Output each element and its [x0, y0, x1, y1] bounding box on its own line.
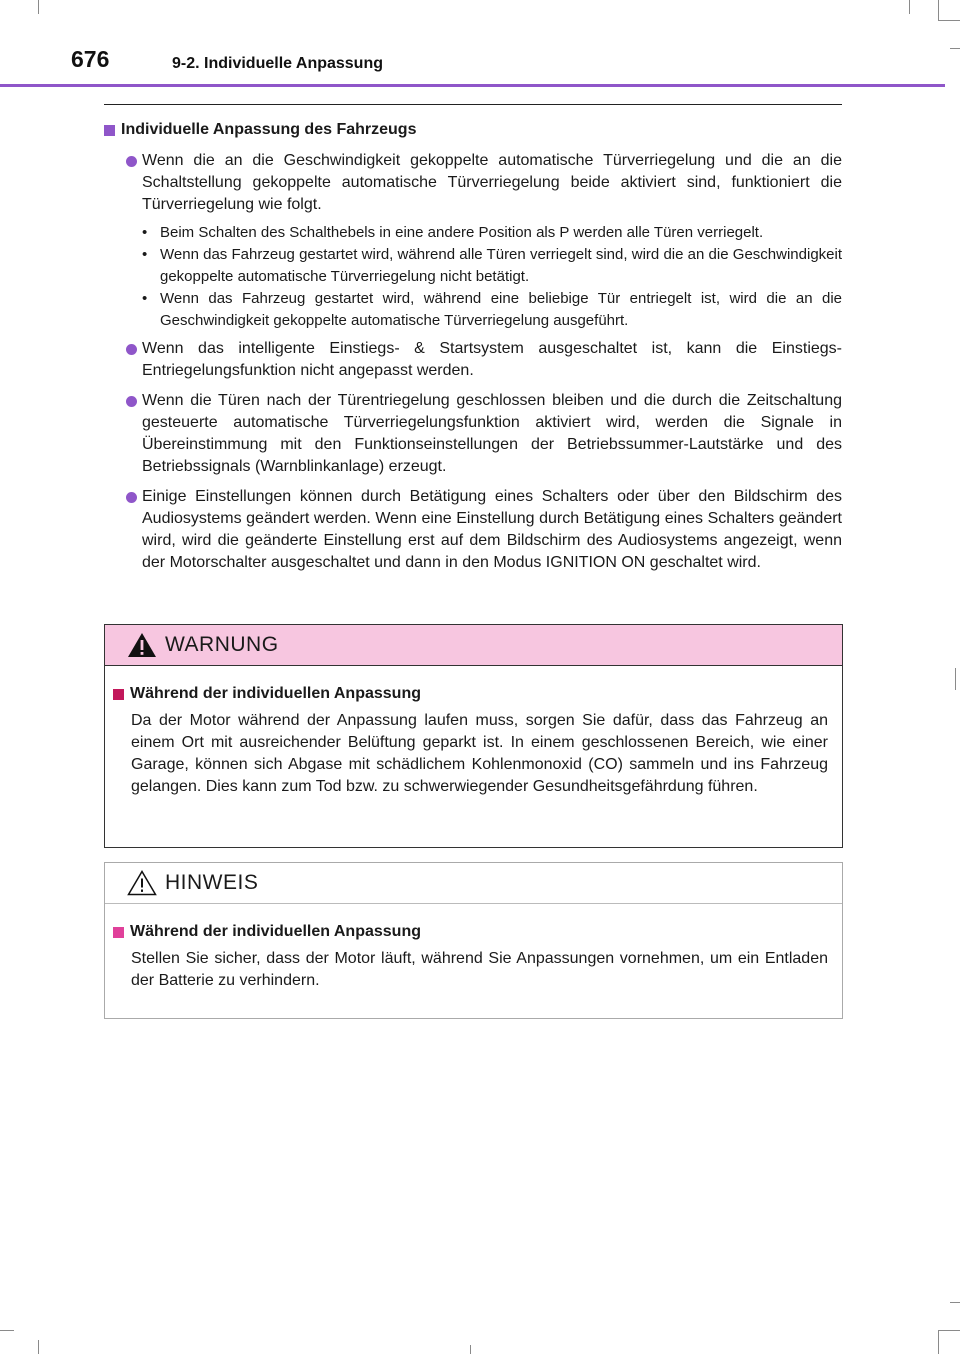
warning-heading-text: Während der individuellen Anpassung — [130, 685, 421, 702]
hinweis-header — [105, 863, 842, 904]
bullet-dot-icon — [126, 156, 137, 167]
sub-item — [104, 222, 842, 244]
sub-text: Beim Schalten des Schalthebels in eine andere Position als P werden alle Türen verriegelt. — [160, 224, 764, 241]
sub-bullet-icon: • — [142, 246, 148, 263]
section-heading — [104, 118, 842, 142]
caution-triangle-icon — [127, 870, 157, 896]
sub-list — [104, 222, 842, 332]
hinweis-body — [105, 904, 842, 1010]
main-content — [104, 118, 842, 582]
warning-heading — [113, 682, 828, 706]
crop-mark — [938, 1330, 960, 1331]
crop-mark — [938, 1330, 939, 1354]
sub-text: Wenn das Fahrzeug gestartet wird, während alle Türen verriegelt sind, wird die an die Geschwindigkeit gekoppelte automatische Türverriegelung nicht betätigt. — [160, 246, 842, 285]
hinweis-text: Stellen Sie sicher, dass der Motor läuft, während Sie Anpassungen vornehmen, um ein Entladen der Batterie zu verhindern. — [131, 950, 828, 989]
page-number: 676 — [71, 46, 110, 72]
hinweis-box — [104, 862, 843, 1019]
warning-square-icon — [113, 689, 124, 700]
sub-text: Wenn das Fahrzeug gestartet wird, während eine beliebige Tür entriegelt ist, wird die an die Geschwindigkeit gekoppelte automatische Türverriegelung ausgeführt. — [160, 290, 842, 329]
content-top-rule — [104, 104, 842, 105]
hinweis-label: HINWEIS — [165, 871, 259, 894]
crop-mark — [955, 668, 956, 690]
bullet-item — [104, 150, 842, 216]
bullet-item — [104, 338, 842, 382]
header-rule — [0, 84, 945, 87]
crop-mark — [950, 1302, 960, 1303]
bullet-dot-icon — [126, 492, 137, 503]
bullet-text: Einige Einstellungen können durch Betätigung eines Schalters oder über den Bildschirm des Audiosystems geändert werden. Wenn eine Einstellung durch Betätigung eines Schalters geändert wird, wird die geänderte Einstellung erst auf dem Bildschirm des Audiosystems angezeigt, wenn der Motorschalter ausgeschaltet und dann in den Modus IGNITION ON geschaltet wird. — [142, 488, 842, 571]
bullet-text: Wenn die an die Geschwindigkeit gekoppelte automatische Türverriegelung und die an die Schaltstellung gekoppelte automatische Türverriegelung beide aktiviert sind, funktioniert die Türverriegelung wie folgt. — [142, 152, 842, 213]
bullet-item — [104, 390, 842, 478]
warning-text: Da der Motor während der Anpassung laufen muss, sorgen Sie dafür, dass das Fahrzeug an einem Ort mit ausreichender Belüftung geparkt ist. In einem geschlossenen Bereich, wie einer Garage, können sich Abgase mit schädlichem Kohlenmonoxid (CO) sammeln und ins Fahrzeug gelangen. Dies kann zum Tod bzw. zu schwerwiegender Gesundheitsgefährdung führen. — [131, 712, 828, 795]
sub-bullet-icon: • — [142, 224, 148, 241]
hinweis-square-icon — [113, 927, 124, 938]
bullet-dot-icon — [126, 396, 137, 407]
crop-mark — [0, 1330, 14, 1331]
sub-item — [104, 288, 842, 332]
bullet-item — [104, 486, 842, 574]
hinweis-heading-text: Während der individuellen Anpassung — [130, 923, 421, 940]
warning-header — [105, 625, 842, 666]
warning-label: WARNUNG — [165, 633, 279, 656]
section-heading-text: Individuelle Anpassung des Fahrzeugs — [121, 121, 417, 138]
warning-body — [105, 666, 842, 816]
heading-square-icon — [104, 125, 115, 136]
warning-box — [104, 624, 843, 848]
hinweis-heading — [113, 920, 828, 944]
sub-item — [104, 244, 842, 288]
warning-triangle-icon — [127, 632, 157, 658]
bullet-text: Wenn das intelligente Einstiegs- & Startsystem ausgeschaltet ist, kann die Einstiegs-Entriegelungsfunktion nicht angepasst werden. — [142, 340, 842, 379]
section-title: 9-2. Individuelle Anpassung — [172, 55, 383, 72]
bullet-dot-icon — [126, 344, 137, 355]
sub-bullet-icon: • — [142, 290, 148, 307]
crop-mark — [470, 1345, 471, 1354]
page-header — [0, 0, 960, 90]
crop-mark — [38, 1340, 39, 1354]
bullet-text: Wenn die Türen nach der Türentriegelung geschlossen bleiben und die durch die Zeitschaltung gesteuerte automatische Türverriegelungsfunktion aktiviert wird, werden die Signale in Übereinstimmung mit den Funktionseinstellungen der Betriebssummer-Lautstärke und des Betriebssignals (Warnblinkanlage) erzeugt. — [142, 392, 842, 475]
